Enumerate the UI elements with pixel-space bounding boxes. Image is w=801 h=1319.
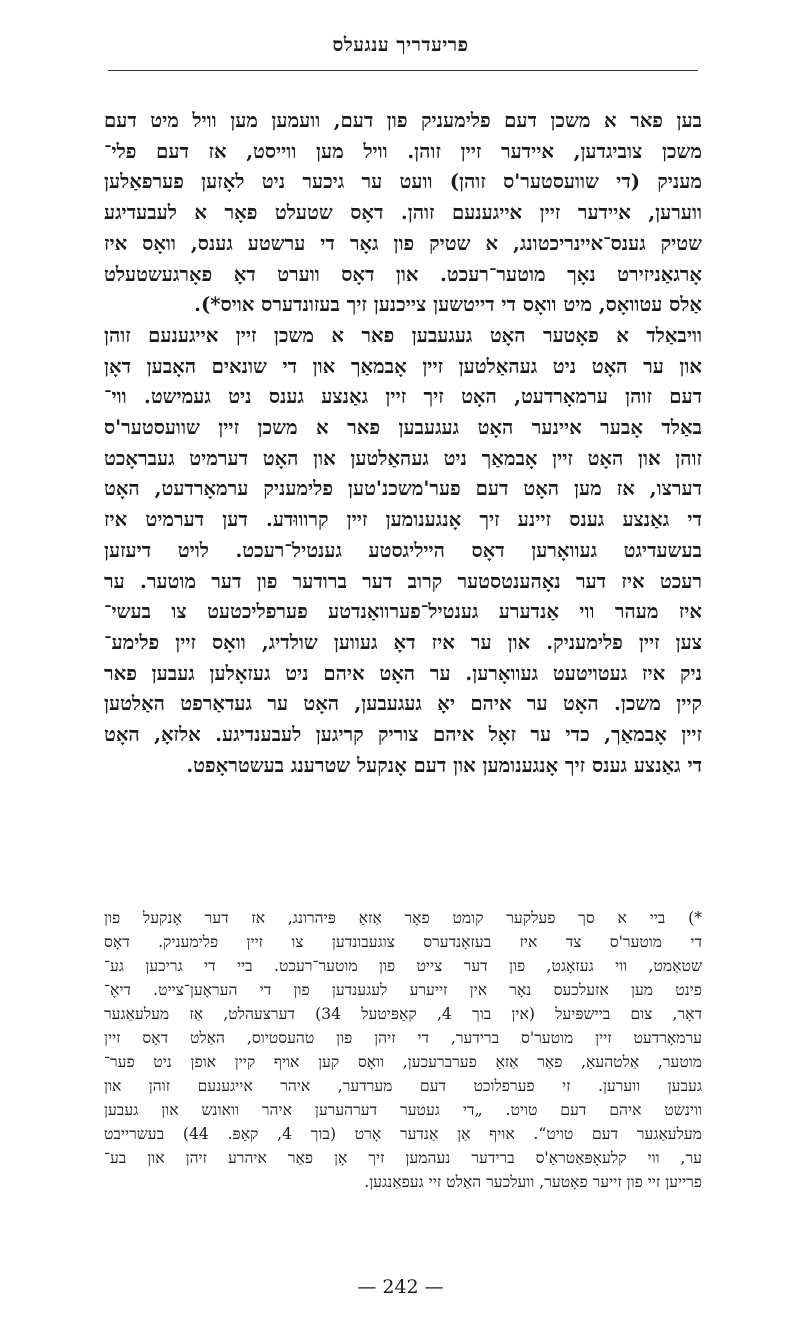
header-divider (108, 70, 698, 71)
text-line: אָרגאַניזירט נאָך מוטער־רעכט. און דאָס ווערט דאָ פאָרגעשטעלט (104, 262, 702, 286)
text-line: צען זיין פלימעניק. און ער איז דאָ געווען שולדיג, וואָס זיין פלימע־ (104, 630, 702, 654)
text-line: בעשעדיגט געוואָרען דאָס הייליגסטע גענטיל־רעכט. לויט דיעזען (104, 538, 702, 562)
running-header: פריעדריך ענגעלס (332, 34, 469, 56)
footnote (104, 906, 702, 1194)
footnote-line: ווינשט איהם דעם טויט. „די געטער דערהערען איהר וואונש און געבען (104, 1101, 702, 1119)
footnote-line: מוטער, אַלטהעאַ, פאַר אַזאַ פערברעכען, וואָס קען אויף קיין אופן ניט פער־ (104, 1053, 702, 1071)
footnote-line: די מוטער'ס צד איז בעזאָנדערס צוגעבונדען צו זיין פלימעניק. דאָס (104, 933, 702, 951)
footnote-line: ער, ווי קלעאָפּאַטראַ'ס ברידער נעהמען זיך אָן פאַר איהרע זיהן און בע־ (104, 1149, 702, 1167)
text-line: שטיק גענס־איינריכטונג, א שטיק פון גאָר די ערשטע גענס, וואָס איז (104, 231, 702, 255)
text-line: און ער האָט ניט געהאַלטען זיין אָבמאַך און די שונאים האָבען דאָן (104, 354, 702, 378)
text-line: באַלד אָבער איינער האָט געגעבען פאר א משכן זיין שוועסטער'ס (104, 416, 702, 440)
footnote-line: געבען ווערען. זי פערפלוכט דעם מערדער, איהר אייגענעם זוהן און (104, 1077, 702, 1095)
text-line: ווערען, איידער זיין אייגענעם זוהן. דאָס שטעלט פאָר א לעבעדיגע (104, 201, 702, 225)
footnote-line: שטאַמט, ווי געזאָגט, פון דער צייט פון מוטער־רעכט. ביי די גריכען גע־ (104, 957, 702, 975)
footnote-line: פינט מען אזעלכעס נאָר אין זייערע לעגענדען פון די העראָען־צייט. דיאָ־ (104, 981, 702, 999)
text-line: אַלס עטוואָס, מיט וואָס די דייטשען צייכנען זיך בעזונדערס אויס*). (194, 293, 702, 317)
text-line: ניק איז געטויטעט געוואָרען. ער האָט איהם ניט געזאָלען געבען פאר (104, 661, 702, 685)
text-line: דערצו, אז מען האָט דעם פער'משכנ'טען פלימעניק ערמאָרדעט, האָט (104, 477, 702, 501)
text-line: דעם זוהן ערמאָרדעט, האָט זיך זיין גאַנצע גענס ניט געמישט. ווי־ (104, 385, 702, 409)
text-line: רעכט איז דער נאָהענטסטער קרוב דער ברודער פון דער מוטער. ער (104, 569, 702, 593)
footnote-line: מעלעאַגער דעם טויט“. אויף אַן אַנדער אָרט (בוך 4, קאַפּ. 44) בעשרייבט (104, 1125, 702, 1143)
text-line: מעניק (די שוועסטער'ס זוהן) וועט ער גיכער ניט לאָזען פערפאַלען (104, 170, 702, 194)
footnote-line: *) ביי א סך פעלקער קומט פאָר אַזאַ פּיהרונג, אז דער אָנקעל פון (104, 909, 702, 927)
text-line: משכן צוביגדען, איידער זיין זוהן. וויל מען ווייסט, אז דעם פלי־ (104, 139, 702, 163)
footnote-line: פרייען זיי פון זייער פאָטער, וועלכער האַלט זיי געפאַנגען. (364, 1173, 702, 1191)
text-line: זוהן און האָט זיין אָבמאַך ניט געהאַלטען און האָט דערמיט געבראָכט (104, 446, 702, 470)
footnote-line: דאָר, צום ביישפּיעל (אין בוך 4, קאַפּיטעל 34) דערצעהלט, אַז מעלעאַגער (104, 1005, 702, 1023)
text-line: קיין משכן. האָט ער איהם יאָ געגעבען, האָט ער געדאַרפט האַלטען (104, 692, 702, 716)
footnote-line: ערמאָרדעט זיין מוטער'ס ברידער, די זיהן פון טהעסטיוס, האַלט דאָס זיין (104, 1029, 702, 1047)
text-line: די גאַנצע גענס זיינע זיך אָנגענומען זיין קרוווּדע. דען דערמיט איז (104, 508, 702, 532)
main-text (104, 106, 702, 781)
text-line: איז מעהר ווי אַנדערע גענטיל־פערוואַנדטע פערפליכטעט צו בעשי־ (104, 600, 702, 624)
text-line: זיין אָבמאַך, כדי ער זאָל איהם צוריק קריגען לעבענדיגע. אלזאָ, האָט (104, 723, 702, 747)
text-line: בען פאר א משכן דעם פלימעניק פון דעם, וועמען מען וויל מיט דעם (104, 109, 702, 132)
text-line: וויבאַלד א פאָטער האָט געגעבען פאר א משכן זיין אייגענעם זוהן (104, 323, 702, 347)
text-line: די גאַנצע גענס זיך אָנגענומען און דעם אָנקעל שטרענג בעשטראָפט. (186, 753, 702, 777)
page-number: — 242 — (357, 1276, 444, 1298)
